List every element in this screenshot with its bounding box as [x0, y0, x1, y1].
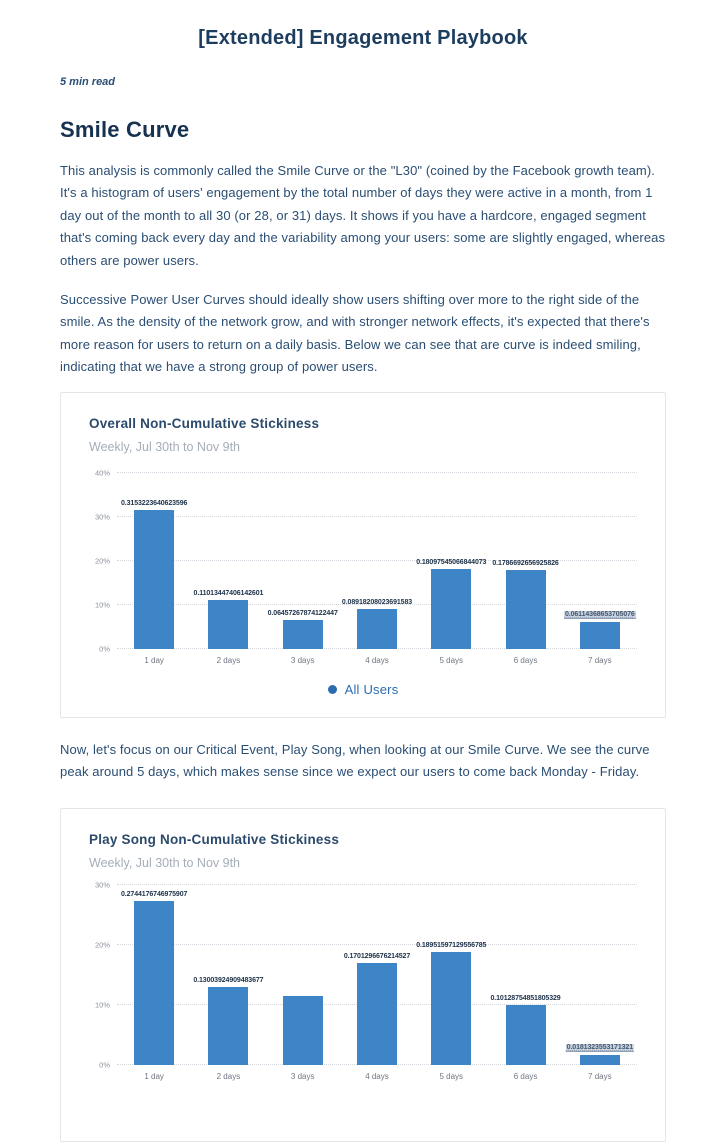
x-axis-label: 5 days [439, 655, 464, 665]
x-axis-label: 3 days [290, 655, 315, 665]
bar-4-days[interactable] [341, 599, 413, 648]
bar-value-label: 0.13003924909483677 [193, 977, 264, 985]
bar-value-label: 0.06457267874122447 [267, 610, 338, 618]
bar-slot [266, 885, 340, 1065]
x-axis-label: 2 days [216, 1072, 241, 1082]
y-axis-tick: 30% [94, 512, 110, 522]
bar-6-days[interactable] [490, 994, 561, 1066]
x-axis-label: 4 days [365, 1072, 389, 1082]
section-heading: Smile Curve [60, 117, 190, 142]
bar-chart-play-song [89, 880, 637, 1082]
bar-value-label: 0.1786692656925826 [492, 560, 559, 568]
bar-7-days[interactable] [564, 610, 635, 649]
x-axis-label: 5 days [439, 1072, 464, 1082]
chart-subtitle: Weekly, Jul 30th to Nov 9th [89, 856, 241, 871]
x-axis-label: 7 days [588, 655, 612, 665]
paragraph-power-user-curves: Successive Power User Curves should ideally show users shifting over more to the right side of the smile. As the density of the network grow, and with stronger network effects, it's expected that there's more reason for users to return on a daily basis. Below we can see that are curve is indeed smiling, indicating that we have a strong group of power users. [60, 292, 650, 375]
legend-dot-icon [328, 685, 337, 694]
y-axis-tick: 20% [94, 556, 110, 566]
bar-value-label: 0.3153223640623596 [120, 499, 188, 507]
bar-slot [488, 885, 562, 1065]
bar-value-label: 0.10128754851805329 [490, 994, 561, 1002]
y-axis-tick: 0% [99, 1060, 110, 1070]
chart-subtitle: Weekly, Jul 30th to Nov 9th [89, 439, 241, 454]
x-axis-label: 3 days [290, 1072, 315, 1082]
x-axis-label: 6 days [513, 1072, 538, 1082]
y-axis-tick: 10% [94, 600, 110, 610]
bar-value-label: 0.18951597129556785 [416, 941, 487, 949]
bars-row [117, 473, 637, 649]
bar-1-day[interactable] [120, 890, 188, 1066]
bar-4-days[interactable] [343, 953, 411, 1065]
bar-1-day[interactable] [120, 499, 188, 649]
bar-slot [563, 885, 637, 1065]
paragraph-play-song: Now, let's focus on our Critical Event, Play Song, when looking at our Smile Curve. We see the curve peak around 5 days, which makes sense since we expect our users to come back Monday - Friday. [60, 741, 650, 780]
bar-value-label: 0.06114368653705076 [564, 610, 635, 618]
x-axis-label: 2 days [216, 655, 241, 665]
bar-slot [488, 473, 562, 649]
bar-value-label: 0.1701296676214527 [343, 953, 411, 961]
bar-slot [414, 473, 488, 649]
plot-area [94, 468, 637, 654]
x-axis-labels [117, 656, 637, 665]
bar-slot [191, 885, 265, 1065]
y-axis-tick: 0% [99, 644, 110, 654]
x-axis-label: 7 days [588, 1072, 612, 1082]
bar-slot [414, 885, 488, 1065]
chart-title: Play Song Non-Cumulative Stickiness [89, 832, 340, 848]
y-axis-tick: 20% [94, 940, 110, 950]
chart-legend[interactable] [89, 682, 637, 697]
bar-value-label: 0.08918208023691583 [341, 599, 413, 607]
bar-chart-overall [89, 468, 637, 665]
y-axis-tick: 10% [94, 1000, 110, 1010]
bar-slot [266, 473, 340, 649]
bar-slot [117, 473, 191, 649]
chart-card-play-song-stickiness [60, 808, 666, 1142]
x-axis-label: 4 days [365, 655, 389, 665]
bar-2-days[interactable] [193, 590, 264, 648]
chart-card-overall-stickiness [60, 392, 666, 718]
chart-title: Overall Non-Cumulative Stickiness [89, 415, 320, 431]
plot-area [94, 880, 637, 1070]
page-title: [Extended] Engagement Playbook [198, 27, 528, 49]
bar-slot [340, 473, 414, 649]
bar-2-days[interactable] [193, 977, 264, 1065]
bar-value-label: 0.0181323553171321 [566, 1043, 633, 1051]
y-axis-tick: 30% [94, 880, 110, 890]
bar-slot [117, 885, 191, 1065]
x-axis-label: 1 day [144, 655, 164, 665]
x-axis-label: 1 day [144, 1072, 164, 1082]
legend-label: All Users [344, 681, 399, 697]
bar-value-label: 0.2744176746975907 [120, 890, 188, 898]
bar-7-days[interactable] [566, 1043, 633, 1066]
paragraph-smile-curve-intro: This analysis is commonly called the Smile Curve or the "L30" (coined by the Facebook growth team). It's a histogram of users' engagement by the total number of days they were active in a month, from 1 day out of the month to all 30 (or 28, or 31) days. It shows if you have a hardcore, engaged segment that's coming back every day and the variability among your users: some are slightly engaged, whereas others are power users. [60, 163, 666, 268]
read-time: 5 min read [60, 76, 116, 88]
bar-value-label: 0.18097545066844073 [416, 559, 487, 567]
bar-5-days[interactable] [416, 941, 487, 1066]
bar-value-label: 0.11013447406142601 [193, 590, 264, 598]
bar-5-days[interactable] [416, 559, 487, 649]
bar-slot [563, 473, 637, 649]
bar-3-days[interactable] [283, 996, 323, 1066]
bar-6-days[interactable] [492, 560, 559, 649]
bars-row [117, 885, 637, 1065]
x-axis-labels [117, 1072, 637, 1081]
bar-slot [191, 473, 265, 649]
bar-3-days[interactable] [267, 610, 338, 648]
x-axis-label: 6 days [513, 655, 538, 665]
y-axis-tick: 40% [94, 468, 110, 478]
bar-slot [340, 885, 414, 1065]
